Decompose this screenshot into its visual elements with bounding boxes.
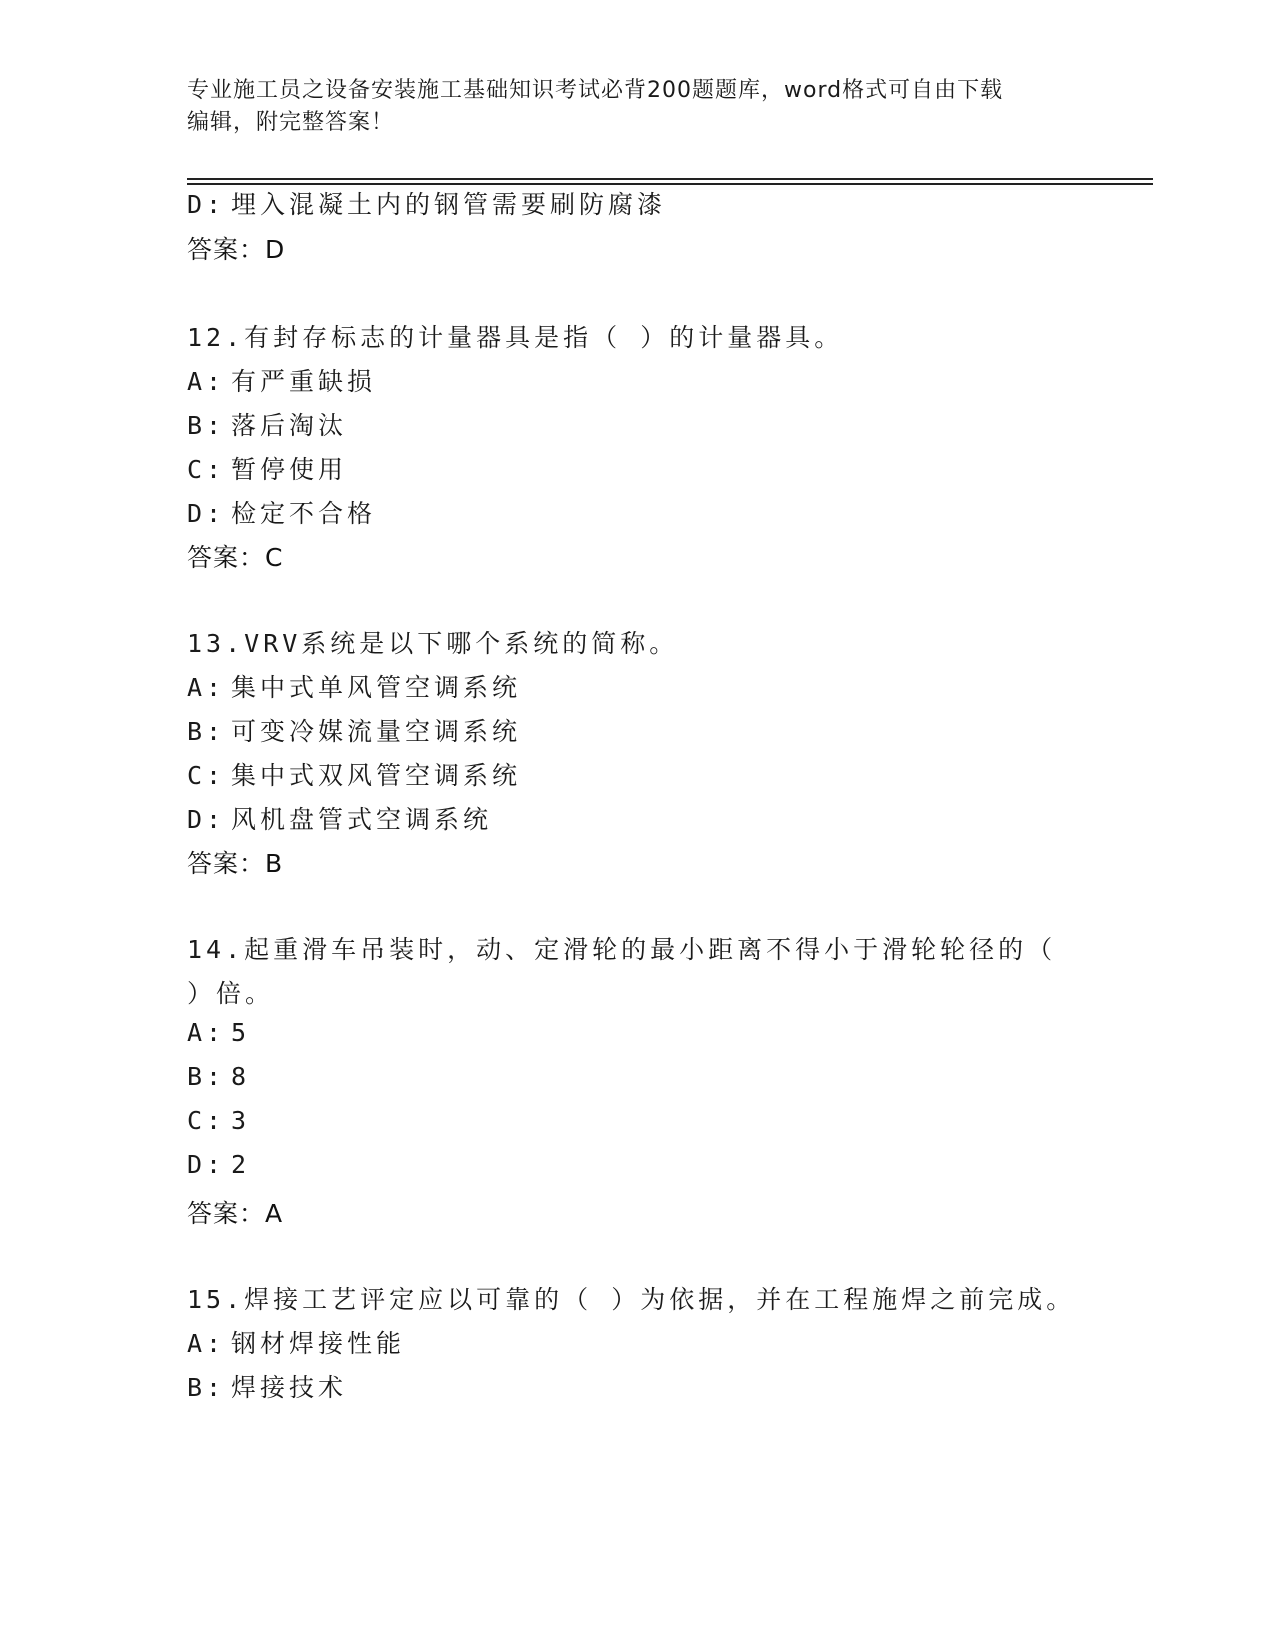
- option-letter: A:: [187, 1018, 226, 1047]
- q13-stem: 13.VRV系统是以下哪个系统的简称。: [187, 629, 679, 658]
- q13-option-d: [187, 800, 492, 836]
- q12-option-b: [187, 406, 347, 442]
- q13-option-c: [187, 756, 521, 792]
- q15-option-b: [187, 1368, 347, 1404]
- option-text: 埋入混凝土内的钢管需要刷防腐漆: [231, 190, 667, 219]
- option-letter: A:: [187, 367, 226, 396]
- option-text: 风机盘管式空调系统: [231, 805, 493, 834]
- q11-option-d: [187, 185, 666, 221]
- q13-option-a: [187, 668, 521, 704]
- option-text: 集中式单风管空调系统: [231, 673, 522, 702]
- option-letter: D:: [187, 190, 226, 219]
- q12-stem: 12.有封存标志的计量器具是指（ ）的计量器具。: [187, 323, 844, 352]
- option-letter: B:: [187, 717, 226, 746]
- option-letter: A:: [187, 1329, 226, 1358]
- option-text: 钢材焊接性能: [231, 1329, 406, 1358]
- q14-option-a: [187, 1018, 250, 1047]
- q14-option-c: [187, 1106, 250, 1135]
- document-header: [187, 75, 1067, 139]
- option-letter: B:: [187, 1062, 226, 1091]
- q13-answer: 答案：B: [187, 849, 284, 878]
- option-letter: B:: [187, 1373, 226, 1402]
- option-letter: D:: [187, 1150, 226, 1179]
- q12-answer: 答案：C: [187, 543, 284, 572]
- option-text: 8: [231, 1062, 251, 1091]
- option-letter: C:: [187, 761, 226, 790]
- option-text: 可变冷媒流量空调系统: [231, 717, 522, 746]
- option-text: 集中式双风管空调系统: [231, 761, 522, 790]
- q14-stem-line-2: ）倍。: [187, 979, 275, 1008]
- option-letter: A:: [187, 673, 226, 702]
- option-letter: D:: [187, 805, 226, 834]
- q12-option-d: [187, 494, 376, 530]
- q15-stem: 15.焊接工艺评定应以可靠的（ ）为依据，并在工程施焊之前完成。: [187, 1285, 1076, 1314]
- q14-answer: 答案：A: [187, 1199, 284, 1228]
- option-text: 暂停使用: [231, 455, 348, 484]
- q14-option-b: [187, 1062, 250, 1091]
- q12-option-c: [187, 450, 347, 486]
- option-text: 2: [231, 1150, 251, 1179]
- q11-answer: 答案：D: [187, 235, 286, 264]
- option-letter: B:: [187, 411, 226, 440]
- option-text: 5: [231, 1018, 251, 1047]
- option-text: 检定不合格: [231, 499, 377, 528]
- header-title-line-2: 编辑，附完整答案！: [187, 110, 395, 135]
- option-text: 有严重缺损: [231, 367, 377, 396]
- header-divider-top: [187, 178, 1153, 180]
- q15-option-a: [187, 1324, 405, 1360]
- option-letter: C:: [187, 1106, 226, 1135]
- q13-option-b: [187, 712, 521, 748]
- option-text: 3: [231, 1106, 251, 1135]
- option-letter: C:: [187, 455, 226, 484]
- option-letter: D:: [187, 499, 226, 528]
- option-text: 焊接技术: [231, 1373, 348, 1402]
- header-title-line-1: 专业施工员之设备安装施工基础知识考试必背200题题库，word格式可自由下载: [187, 78, 1004, 103]
- q14-stem-line-1: 14.起重滑车吊装时，动、定滑轮的最小距离不得小于滑轮轮径的（: [187, 935, 1057, 964]
- q12-option-a: [187, 362, 376, 398]
- option-text: 落后淘汰: [231, 411, 348, 440]
- q14-option-d: [187, 1150, 250, 1179]
